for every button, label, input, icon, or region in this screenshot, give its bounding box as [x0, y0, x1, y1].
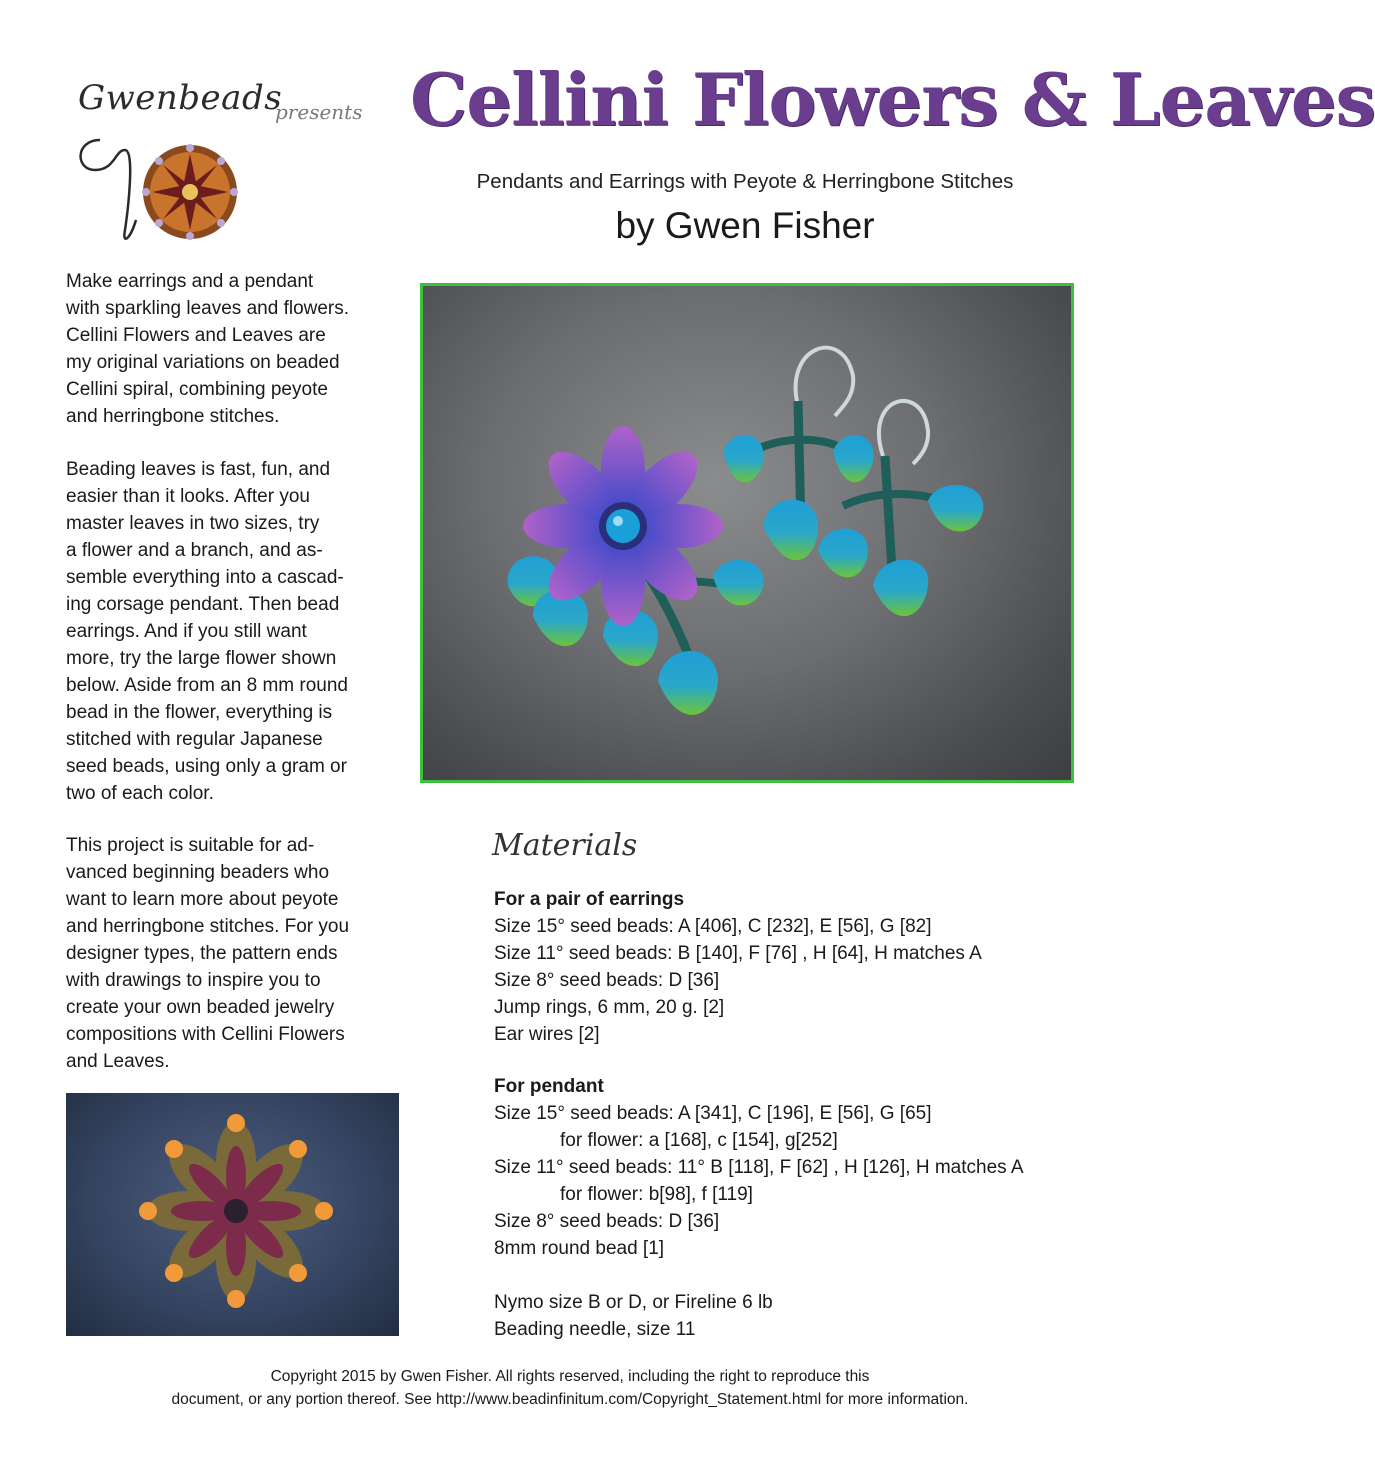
intro-paragraph-3 — [66, 832, 391, 1075]
copyright-line-1: Copyright 2015 by Gwen Fisher. All rights reserved, including the right to reproduce this — [270, 1368, 870, 1385]
thread-materials — [494, 1289, 773, 1343]
intro-line: bead in the flower, everything is — [66, 702, 333, 723]
intro-line: my original variations on beaded — [66, 352, 340, 373]
intro-line: two of each color. — [66, 783, 214, 804]
material-line: Size 8° seed beads: D [36] — [494, 970, 720, 991]
material-line: Ear wires [2] — [494, 1024, 600, 1045]
material-line: Beading needle, size 11 — [494, 1319, 696, 1340]
beaded-jewelry-illustration — [423, 286, 1071, 780]
material-line: Size 8° seed beads: D [36] — [494, 1211, 720, 1232]
intro-line: with drawings to inspire you to — [66, 970, 321, 991]
intro-line: and Leaves. — [66, 1051, 170, 1072]
intro-line: Make earrings and a pendant — [66, 271, 314, 292]
logo-brand: Gwenbeads — [78, 78, 283, 118]
intro-line: more, try the large flower shown — [66, 648, 337, 669]
main-product-photo — [420, 283, 1074, 783]
pendant-materials — [494, 1073, 1024, 1262]
intro-line: stitched with regular Japanese — [66, 729, 323, 750]
intro-line: a flower and a branch, and as- — [66, 540, 323, 561]
material-subline: for flower: b[98], f [119] — [560, 1184, 753, 1205]
copyright-line-2: document, or any portion thereof. See http://www.beadinfinitum.com/Copyright_Statement.html for more information. — [171, 1391, 969, 1408]
intro-line: master leaves in two sizes, try — [66, 513, 320, 534]
material-line: Jump rings, 6 mm, 20 g. [2] — [494, 997, 725, 1018]
intro-line: below. Aside from an 8 mm round — [66, 675, 348, 696]
intro-line: designer types, the pattern ends — [66, 943, 338, 964]
material-line: Size 11° seed beads: B [140], F [76] , H [64], H matches A — [494, 943, 982, 964]
intro-line: with sparkling leaves and flowers. — [66, 298, 350, 319]
intro-line: vanced beginning beaders who — [66, 862, 330, 883]
intro-line: create your own beaded jewelry — [66, 997, 335, 1018]
intro-line: Cellini Flowers and Leaves are — [66, 325, 326, 346]
intro-paragraph-1 — [66, 268, 391, 430]
material-line: Size 15° seed beads: A [406], C [232], E [56], G [82] — [494, 916, 932, 937]
intro-line: earrings. And if you still want — [66, 621, 307, 642]
medallion-icon — [140, 142, 240, 242]
page-subtitle: Pendants and Earrings with Peyote & Herringbone Stitches — [476, 170, 1014, 193]
material-line: Size 11° seed beads: 11° B [118], F [62] , H [126], H matches A — [494, 1157, 1024, 1178]
intro-line: ing corsage pendant. Then bead — [66, 594, 340, 615]
intro-line: seed beads, using only a gram or — [66, 756, 347, 777]
large-flower-illustration — [66, 1093, 399, 1336]
intro-line: Cellini spiral, combining peyote — [66, 379, 328, 400]
intro-line: and herringbone stitches. — [66, 406, 280, 427]
material-line: Size 15° seed beads: A [341], C [196], E [56], G [65] — [494, 1103, 932, 1124]
gwenbeads-logo — [70, 70, 370, 255]
intro-line: easier than it looks. After you — [66, 486, 310, 507]
intro-line: This project is suitable for ad- — [66, 835, 315, 856]
intro-line: semble everything into a cascad- — [66, 567, 344, 588]
material-subline: for flower: a [168], c [154], g[252] — [560, 1130, 838, 1151]
earrings-materials — [494, 886, 982, 1048]
intro-paragraph-2 — [66, 456, 391, 807]
author-byline: by Gwen Fisher — [615, 205, 875, 246]
materials-heading: Materials — [492, 828, 638, 863]
intro-line: and herringbone stitches. For you — [66, 916, 350, 937]
material-line: Nymo size B or D, or Fireline 6 lb — [494, 1292, 773, 1313]
earrings-heading: For a pair of earrings — [494, 889, 685, 910]
intro-line: want to learn more about peyote — [66, 889, 339, 910]
pendant-heading: For pendant — [494, 1076, 604, 1097]
intro-line: compositions with Cellini Flowers — [66, 1024, 345, 1045]
intro-line: Beading leaves is fast, fun, and — [66, 459, 331, 480]
logo-presents: presents — [275, 100, 363, 124]
material-line: 8mm round bead [1] — [494, 1238, 665, 1259]
page-title: Cellini Flowers & Leaves — [410, 57, 1375, 142]
large-flower-photo — [66, 1093, 399, 1336]
